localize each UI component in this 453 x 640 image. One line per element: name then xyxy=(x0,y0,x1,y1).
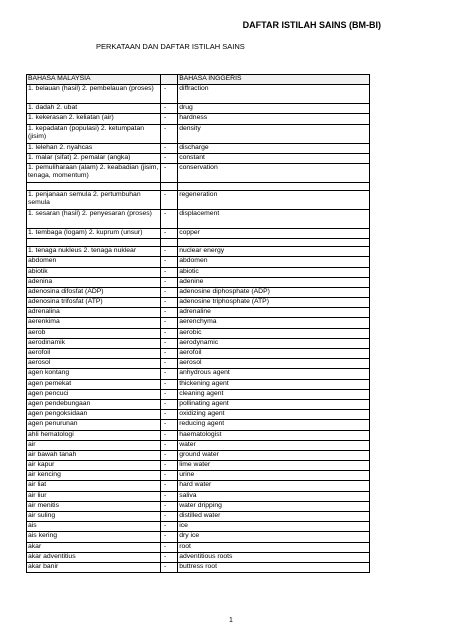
term-malay: 1. tembaga (logam) 2. kuprum (unsur) xyxy=(27,228,161,238)
term-malay: air bawah tanah xyxy=(27,450,161,460)
term-malay: 1. belauan (hasil) 2. pembelauan (proses) xyxy=(27,85,161,104)
table-row xyxy=(27,389,370,399)
table-row xyxy=(27,124,370,143)
table-row xyxy=(27,420,370,430)
term-english: adenosine diphosphate (ADP) xyxy=(178,287,370,297)
term-malay: akar xyxy=(27,542,161,552)
term-english: adenosine triphosphate (ATP) xyxy=(178,298,370,308)
term-separator: - xyxy=(160,430,177,440)
term-separator: - xyxy=(160,450,177,460)
term-malay: adenina xyxy=(27,277,161,287)
header-separator xyxy=(160,75,177,85)
term-english: buttress root xyxy=(178,562,370,572)
term-separator: - xyxy=(160,247,177,257)
term-separator: - xyxy=(160,143,177,153)
term-english: reducing agent xyxy=(178,420,370,430)
term-malay: agen kontang xyxy=(27,369,161,379)
term-english: aerobic xyxy=(178,328,370,338)
table-row xyxy=(27,379,370,389)
term-english: lime water xyxy=(178,461,370,471)
term-malay: 1. pemuliharaan (alam) 2. keabadian (jisim, tenaga, momentum) xyxy=(27,163,161,182)
term-separator: - xyxy=(160,420,177,430)
term-separator: - xyxy=(160,512,177,522)
table-row xyxy=(27,450,370,460)
term-separator: - xyxy=(160,257,177,267)
table-row xyxy=(27,190,370,209)
table-row xyxy=(27,209,370,228)
table-row xyxy=(27,163,370,182)
term-malay: agen pengoksidaan xyxy=(27,410,161,420)
table-row xyxy=(27,153,370,163)
term-separator: - xyxy=(160,359,177,369)
term-malay: adrenalina xyxy=(27,308,161,318)
term-separator: - xyxy=(160,552,177,562)
term-malay: abiotik xyxy=(27,267,161,277)
page-number: 1 xyxy=(229,617,233,624)
term-english: anhydrous agent xyxy=(178,369,370,379)
term-separator: - xyxy=(160,267,177,277)
spacer-row xyxy=(27,239,370,247)
term-malay: 1. dadah 2. ubat xyxy=(27,104,161,114)
term-malay: air liat xyxy=(27,481,161,491)
table-row xyxy=(27,267,370,277)
term-malay: aerosol xyxy=(27,359,161,369)
term-english: saliva xyxy=(178,491,370,501)
term-english: abiotic xyxy=(178,267,370,277)
term-malay: 1. sesaran (hasil) 2. penyesaran (proses) xyxy=(27,209,161,228)
term-malay: 1. tenaga nukleus 2. tenaga nuklear xyxy=(27,247,161,257)
term-english: dry ice xyxy=(178,532,370,542)
table-row xyxy=(27,369,370,379)
term-separator: - xyxy=(160,399,177,409)
table-row xyxy=(27,277,370,287)
term-separator: - xyxy=(160,104,177,114)
term-english: nuclear energy xyxy=(178,247,370,257)
term-separator: - xyxy=(160,163,177,182)
table-row xyxy=(27,328,370,338)
table-row xyxy=(27,287,370,297)
term-english: distilled water xyxy=(178,512,370,522)
term-english: haematologist xyxy=(178,430,370,440)
term-separator: - xyxy=(160,501,177,511)
term-separator: - xyxy=(160,318,177,328)
term-english: drug xyxy=(178,104,370,114)
table-row xyxy=(27,399,370,409)
term-malay: agen penurunan xyxy=(27,420,161,430)
header-bahasa-malaysia: BAHASA MALAYSIA xyxy=(27,75,161,85)
term-malay: aerenkima xyxy=(27,318,161,328)
term-malay: 1. kekerasan 2. keliatan (air) xyxy=(27,114,161,124)
table-row xyxy=(27,532,370,542)
table-row xyxy=(27,143,370,153)
table-row xyxy=(27,522,370,532)
term-malay: 1. kepadatan (populasi) 2. ketumpatan (jisim) xyxy=(27,124,161,143)
table-row xyxy=(27,338,370,348)
term-malay: akar adventitius xyxy=(27,552,161,562)
table-row xyxy=(27,114,370,124)
term-english: abdomen xyxy=(178,257,370,267)
term-english: discharge xyxy=(178,143,370,153)
glossary-table-body xyxy=(27,75,370,573)
table-row xyxy=(27,481,370,491)
table-row xyxy=(27,430,370,440)
term-malay: air kapur xyxy=(27,461,161,471)
table-row xyxy=(27,318,370,328)
table-row xyxy=(27,562,370,572)
term-separator: - xyxy=(160,471,177,481)
term-english: aerosol xyxy=(178,359,370,369)
term-separator: - xyxy=(160,328,177,338)
term-english: urine xyxy=(178,471,370,481)
term-english: aerofoil xyxy=(178,349,370,359)
term-separator: - xyxy=(160,228,177,238)
page-subtitle: PERKATAAN DAN DAFTAR ISTILAH SAINS xyxy=(96,42,245,51)
header-bahasa-inggeris: BAHASA INGGERIS xyxy=(178,75,370,85)
table-row xyxy=(27,308,370,318)
table-row xyxy=(27,512,370,522)
term-separator: - xyxy=(160,114,177,124)
term-separator: - xyxy=(160,522,177,532)
term-malay: aerob xyxy=(27,328,161,338)
term-english: ice xyxy=(178,522,370,532)
table-row xyxy=(27,247,370,257)
term-malay: agen pencuci xyxy=(27,389,161,399)
term-english: root xyxy=(178,542,370,552)
term-separator: - xyxy=(160,153,177,163)
table-row xyxy=(27,410,370,420)
term-english: aerenchyma xyxy=(178,318,370,328)
term-english: adrenaline xyxy=(178,308,370,318)
term-malay: ais xyxy=(27,522,161,532)
term-separator: - xyxy=(160,338,177,348)
term-separator: - xyxy=(160,481,177,491)
table-row xyxy=(27,257,370,267)
term-malay: 1. malar (sifat) 2. pemalar (angka) xyxy=(27,153,161,163)
term-separator: - xyxy=(160,308,177,318)
term-malay: abdomen xyxy=(27,257,161,267)
term-malay: air suling xyxy=(27,512,161,522)
term-separator: - xyxy=(160,298,177,308)
table-row xyxy=(27,501,370,511)
term-malay: air menitis xyxy=(27,501,161,511)
term-english: water xyxy=(178,440,370,450)
term-separator: - xyxy=(160,461,177,471)
term-english: regeneration xyxy=(178,190,370,209)
term-separator: - xyxy=(160,369,177,379)
term-malay: 1. penjanaan semula 2. pertumbuhan semula xyxy=(27,190,161,209)
term-separator: - xyxy=(160,277,177,287)
term-malay: aerofoil xyxy=(27,349,161,359)
term-malay: 1. lelehan 2. nyahcas xyxy=(27,143,161,153)
term-malay: air kencing xyxy=(27,471,161,481)
table-row xyxy=(27,359,370,369)
table-row xyxy=(27,104,370,114)
term-english: diffraction xyxy=(178,85,370,104)
term-english: conservation xyxy=(178,163,370,182)
term-english: thickening agent xyxy=(178,379,370,389)
table-row xyxy=(27,440,370,450)
term-separator: - xyxy=(160,190,177,209)
term-separator: - xyxy=(160,85,177,104)
term-english: cleaning agent xyxy=(178,389,370,399)
table-row xyxy=(27,349,370,359)
term-malay: air liur xyxy=(27,491,161,501)
term-english: water dripping xyxy=(178,501,370,511)
table-row xyxy=(27,298,370,308)
page-title: DAFTAR ISTILAH SAINS (BM-BI) xyxy=(242,20,381,30)
term-separator: - xyxy=(160,379,177,389)
term-separator: - xyxy=(160,491,177,501)
term-separator: - xyxy=(160,562,177,572)
table-row xyxy=(27,471,370,481)
term-english: aerodynamic xyxy=(178,338,370,348)
term-english: pollinating agent xyxy=(178,399,370,409)
term-malay: ais kering xyxy=(27,532,161,542)
term-separator: - xyxy=(160,532,177,542)
term-separator: - xyxy=(160,124,177,143)
table-row xyxy=(27,542,370,552)
term-english: adventitious roots xyxy=(178,552,370,562)
term-separator: - xyxy=(160,440,177,450)
term-english: hard water xyxy=(178,481,370,491)
term-malay: air xyxy=(27,440,161,450)
term-english: oxidizing agent xyxy=(178,410,370,420)
glossary-table xyxy=(26,74,370,573)
table-row xyxy=(27,491,370,501)
term-malay: ahli hematologi xyxy=(27,430,161,440)
term-english: adenine xyxy=(178,277,370,287)
term-english: displacement xyxy=(178,209,370,228)
term-separator: - xyxy=(160,389,177,399)
term-english: density xyxy=(178,124,370,143)
table-row xyxy=(27,85,370,104)
term-separator: - xyxy=(160,410,177,420)
term-english: copper xyxy=(178,228,370,238)
term-separator: - xyxy=(160,287,177,297)
term-separator: - xyxy=(160,209,177,228)
term-malay: akar banir xyxy=(27,562,161,572)
table-header-row xyxy=(27,75,370,85)
term-separator: - xyxy=(160,542,177,552)
term-malay: agen pendebungaan xyxy=(27,399,161,409)
table-row xyxy=(27,461,370,471)
term-english: constant xyxy=(178,153,370,163)
term-separator: - xyxy=(160,349,177,359)
term-malay: agen pemekat xyxy=(27,379,161,389)
table-row xyxy=(27,228,370,238)
table-row xyxy=(27,552,370,562)
term-english: hardness xyxy=(178,114,370,124)
term-english: ground water xyxy=(178,450,370,460)
term-malay: aerodinamik xyxy=(27,338,161,348)
term-malay: adenosina trifosfat (ATP) xyxy=(27,298,161,308)
term-malay: adenosina difosfat (ADP) xyxy=(27,287,161,297)
spacer-row xyxy=(27,182,370,190)
